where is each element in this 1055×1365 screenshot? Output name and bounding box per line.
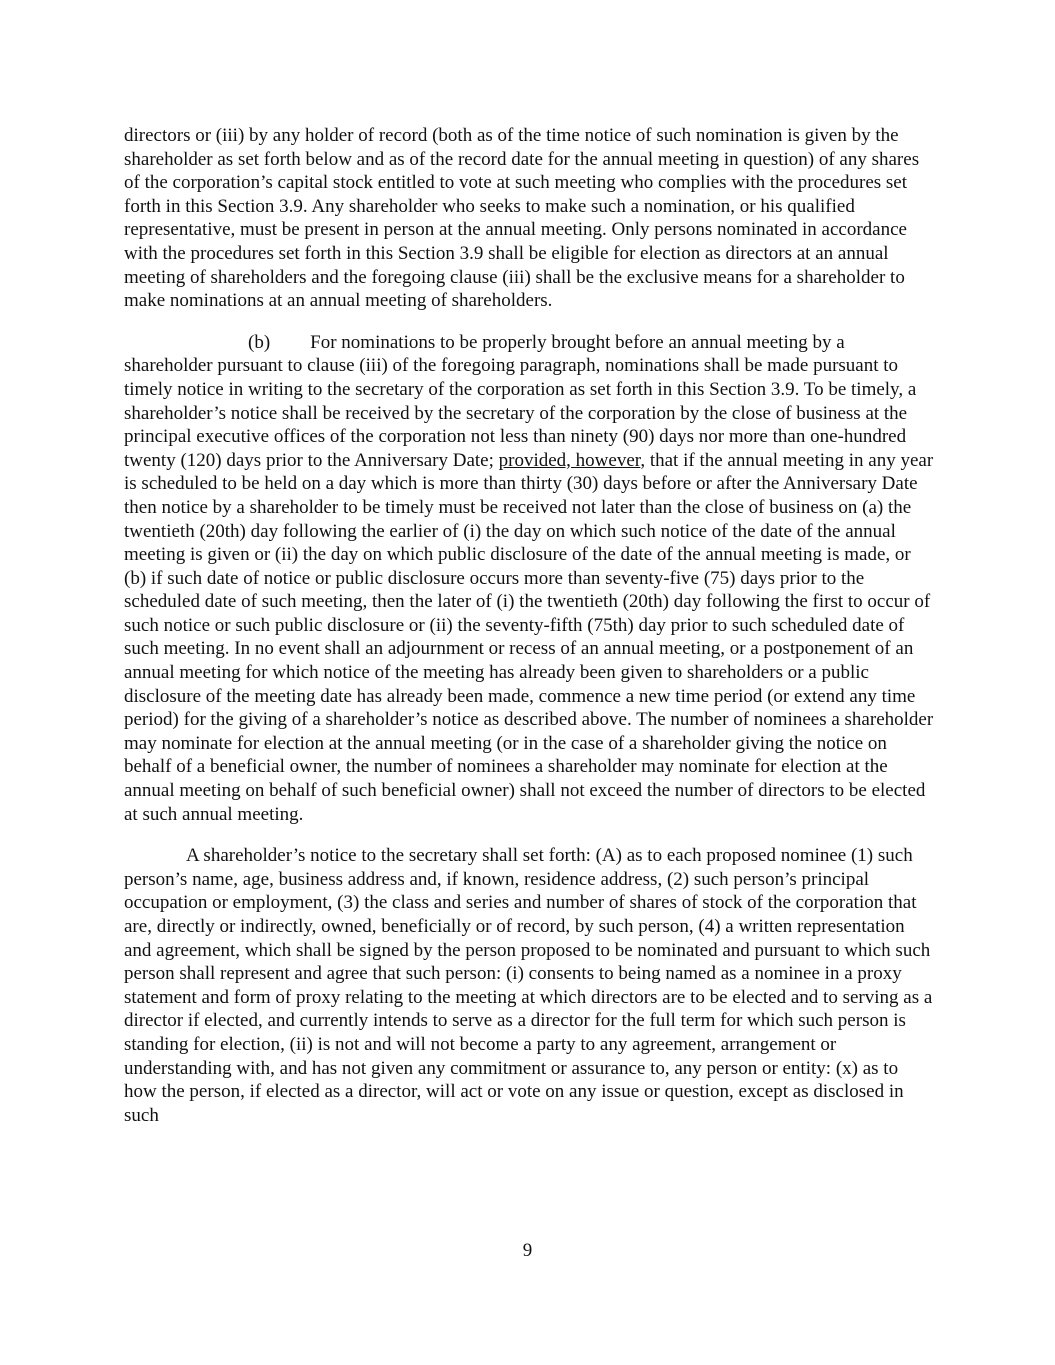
document-body: [124, 124, 934, 1145]
paragraph-b-text-after: , that if the annual meeting in any year is scheduled to be held on a day which is more than thirty (30) days before or after the Anniversary Date then notice by a shareholder to be timely must be received not later than the close of business on (a) the twentieth (20th) day following the earlier of (i) the day on which such notice of the date of the annual meeting is given or (ii) the day on which public disclosure of the date of the annual meeting is made, or (b) if such date of notice or public disclosure occurs more than seventy-five (75) days prior to the scheduled date of such meeting, then the later of (i) the twentieth (20th) day following the first to occur of such notice or such public disclosure or (ii) the seventy-fifth (75th) day prior to such scheduled date of such meeting. In no event shall an adjournment or recess of an annual meeting, or a postponement of an annual meeting for which notice of the meeting has already been given to shareholders or a public disclosure of the meeting date has already been made, commence a new time period (or extend any time period) for the giving of a shareholder’s notice as described above. The number of nominees a shareholder may nominate for election at the annual meeting (or in the case of a shareholder giving the notice on behalf of a beneficial owner, the number of nominees a shareholder may nominate for election at the annual meeting on behalf of such beneficial owner) shall not exceed the number of directors to be elected at such annual meeting.: [124, 449, 934, 825]
paragraph-shareholder-notice: A shareholder’s notice to the secretary shall set forth: (A) as to each proposed nominee (1) such person’s name, age, business address and, if known, residence address, (2) such person’s principal occupation or employment, (3) the class and series and number of shares of stock of the corporation that are, directly or indirectly, owned, beneficially or of record, by such person, (4) a written representation and agreement, which shall be signed by the person proposed to be nominated and pursuant to which such person shall represent and agree that such person: (i) consents to being named as a nominee in a proxy statement and form of proxy relating to the meeting at which directors are to be elected and to serving as a director if elected, and currently intends to serve as a director for the full term for which such person is standing for election, (ii) is not and will not become a party to any agreement, arrangement or understanding with, and has not given any commitment or assurance to, any person or entity: (x) as to how the person, if elected as a director, will act or vote on any issue or question, except as disclosed in such: [124, 845, 933, 1126]
provided-however-underlined: provided, however: [498, 449, 641, 471]
paragraph-b: [124, 331, 934, 826]
paragraph-b-label: (b): [248, 331, 271, 353]
paragraph-continuation: directors or (iii) by any holder of record (both as of the time notice of such nomination is given by the shareholder as set forth below and as of the record date for the annual meeting in question) of any shares of the corporation’s capital stock entitled to vote at such meeting who complies with the procedures set forth in this Section 3.9. Any shareholder who seeks to make such a nomination, or his qualified representative, must be present in person at the annual meeting. Only persons nominated in accordance with the procedures set forth in this Section 3.9 shall be eligible for election as directors at an annual meeting of shareholders and the foregoing clause (iii) shall be the exclusive means for a shareholder to make nominations at an annual meeting of shareholders.: [124, 125, 920, 312]
paragraph-b-text-before: For nominations to be properly brought before an annual meeting by a shareholder pursuant to clause (iii) of the foregoing paragraph, nominations shall be made pursuant to timely notice in writing to the secretary of the corporation as set forth in this Section 3.9. To be timely, a shareholder’s notice shall be received by the secretary of the corporation by the close of business at the principal executive offices of the corporation not less than ninety (90) days nor more than one-hundred twenty (120) days prior to the Anniversary Date;: [124, 331, 917, 471]
page-number: 9: [522, 1240, 533, 1261]
